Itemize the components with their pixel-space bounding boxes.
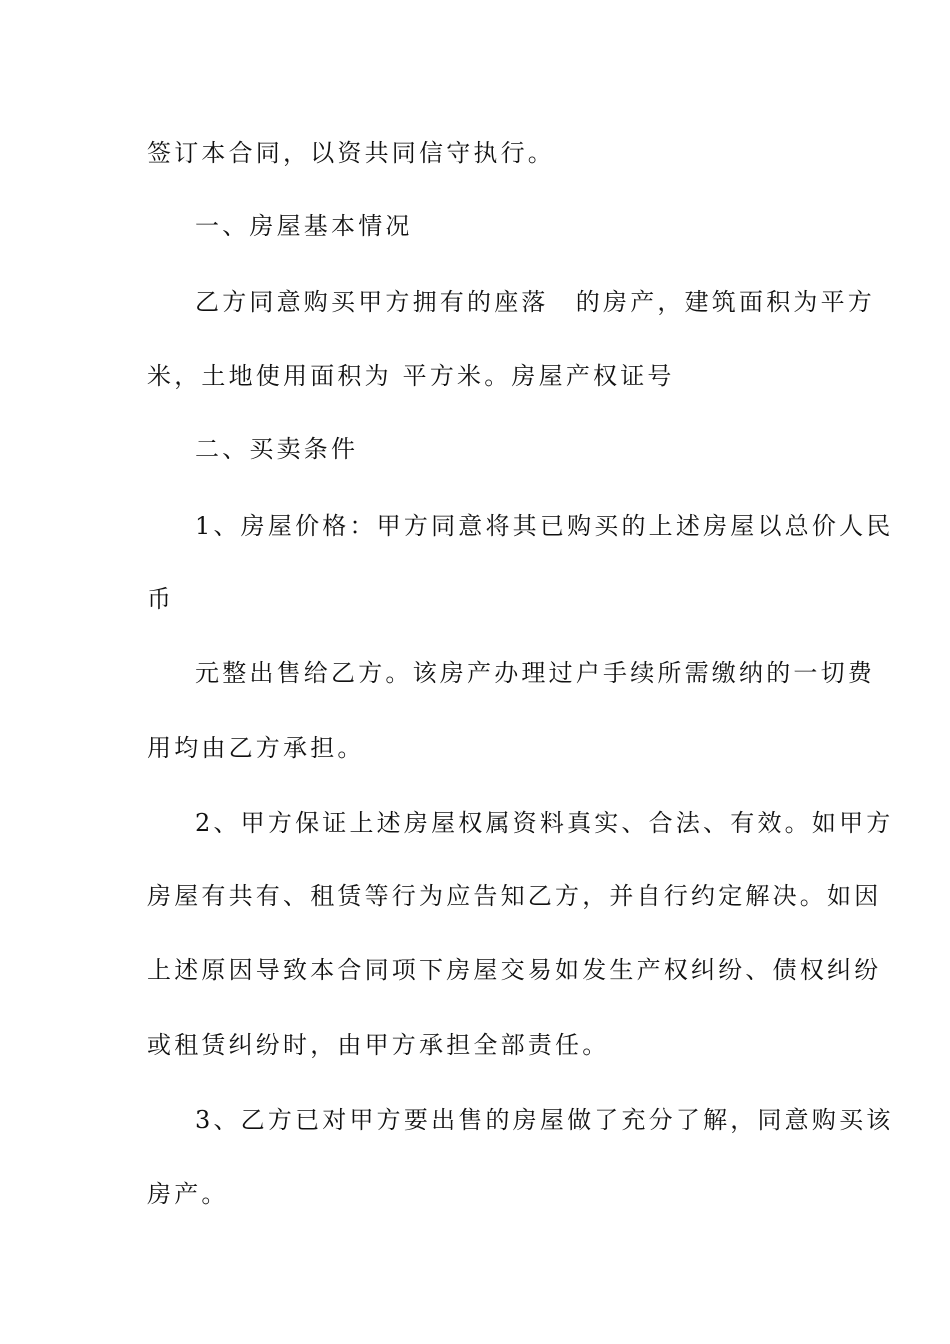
paragraph-line: 2、甲方保证上述房屋权属资料真实、合法、有效。如甲方 [195, 809, 894, 837]
section-heading: 一、房屋基本情况 [195, 212, 413, 240]
section-heading: 二、买卖条件 [195, 435, 359, 463]
paragraph-line: 上述原因导致本合同项下房屋交易如发生产权纠纷、债权纠纷 [147, 956, 882, 984]
paragraph-line: 1、房屋价格：甲方同意将其已购买的上述房屋以总价人民 [195, 512, 894, 540]
paragraph-line: 房屋有共有、租赁等行为应告知乙方，并自行约定解决。如因 [147, 882, 882, 910]
paragraph-line: 3、乙方已对甲方要出售的房屋做了充分了解，同意购买该 [195, 1106, 894, 1134]
paragraph-line: 签订本合同，以资共同信守执行。 [147, 139, 555, 167]
paragraph-line: 币 [147, 585, 175, 613]
paragraph-line: 用均由乙方承担。 [147, 734, 365, 762]
paragraph-line: 或租赁纠纷时，由甲方承担全部责任。 [147, 1031, 610, 1059]
paragraph-line: 米，土地使用面积为 平方米。房屋产权证号 [147, 362, 675, 390]
paragraph-line: 元整出售给乙方。该房产办理过户手续所需缴纳的一切费 [195, 659, 875, 687]
paragraph-line: 房产。 [147, 1180, 229, 1208]
paragraph-line: 乙方同意购买甲方拥有的座落 的房产，建筑面积为平方 [195, 288, 875, 316]
